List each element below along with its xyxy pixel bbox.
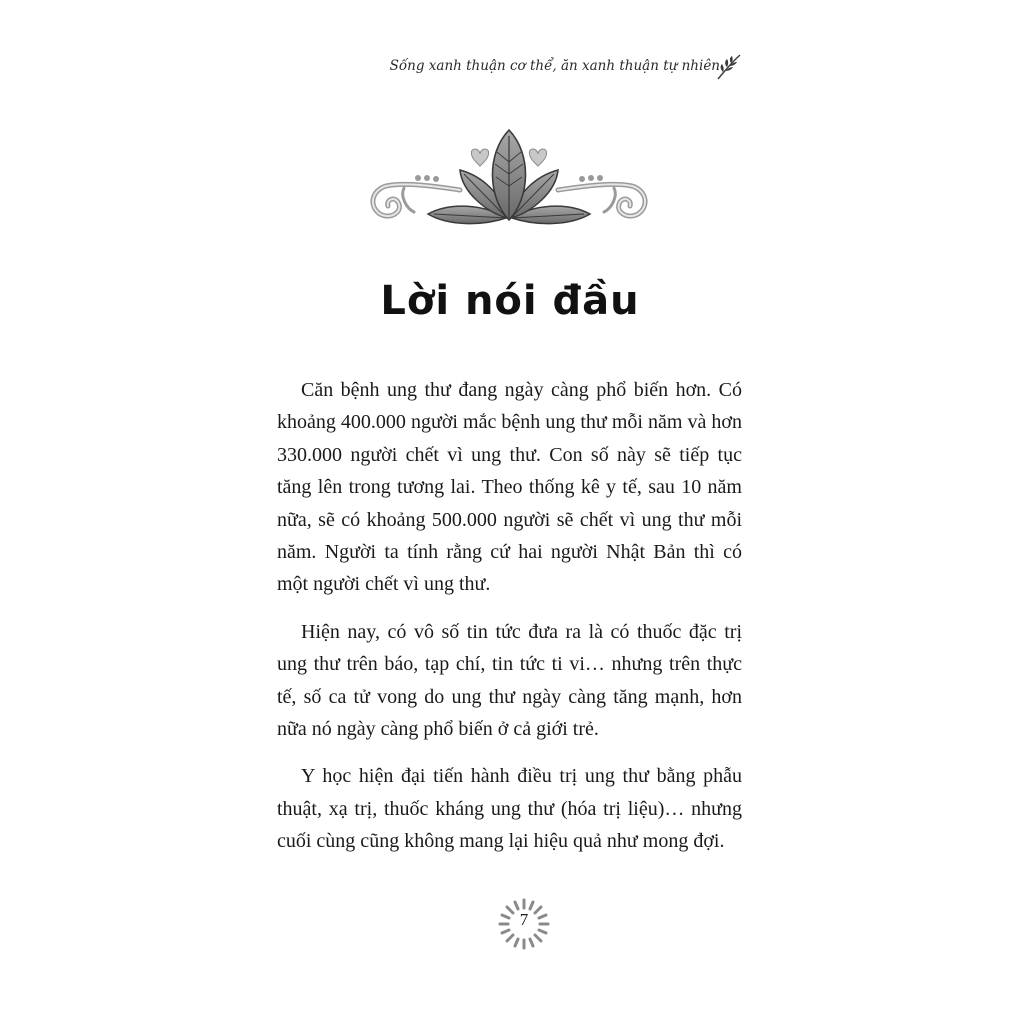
- page-number: 7: [519, 910, 529, 929]
- body-text: [277, 374, 742, 873]
- paragraph: Căn bệnh ung thư đang ngày càng phổ biến hơn. Có khoảng 400.000 người mắc bệnh ung thư mỗi năm và hơn 330.000 người chết vì ung thư. Con số này sẽ tiếp tục tăng lên trong tương lai. Theo thống kê y tế, sau 10 năm nữa, sẽ có khoảng 500.000 người sẽ chết vì ung thư mỗi năm. Người ta tính rằng cứ hai người Nhật Bản thì có một người chết vì ung thư.: [277, 379, 742, 596]
- page-footer: [496, 896, 552, 952]
- paragraph: Hiện nay, có vô số tin tức đưa ra là có thuốc đặc trị ung thư trên báo, tạp chí, tin tức ti vi… nhưng trên thực tế, số ca tử vong do ung thư ngày càng tăng mạnh, hơn nữa nó ngày càng phổ biến ở cả giới trẻ.: [277, 620, 742, 741]
- leaf-sprig-icon: [714, 52, 744, 82]
- running-header: Sống xanh thuận cơ thể, ăn xanh thuận tự nhiên: [389, 58, 720, 74]
- chapter-title: Lời nói đầu: [380, 278, 640, 324]
- leaf-ornament-icon: [364, 122, 654, 232]
- paragraph: Y học hiện đại tiến hành điều trị ung thư bằng phẫu thuật, xạ trị, thuốc kháng ung thư (hóa trị liệu)… nhưng cuối cùng cũng không mang lại hiệu quả như mong đợi.: [277, 765, 742, 853]
